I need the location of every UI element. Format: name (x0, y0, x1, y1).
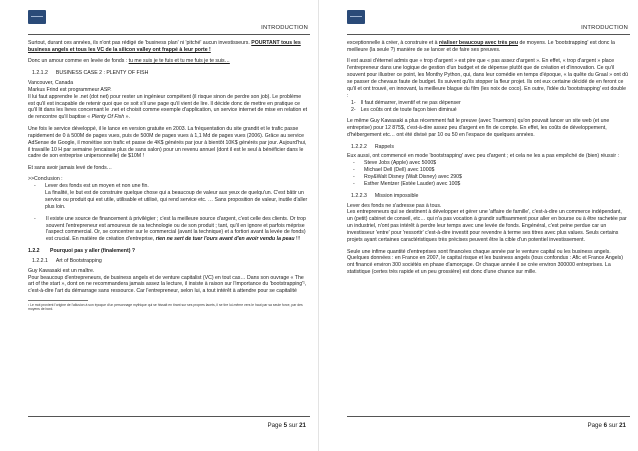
paragraph: Les entrepreneurs qui se destinent à développer et gérer une 'affaire de famille', c'est-à-dire un commerce indépendant, un (petit) cabinet de conseil, etc… qui n'a pas vocation à grandir suffisamment pour aller en bourse ou à être rachetée par un industriel, n'ont pas intérêt à perdre leur temps avec une levée de fonds. Engénéral, c'est peine perdue car un investisseur 'entre' pour 'ressortir' c'est-à-dire investit pour revendre à terme ses titres avec plus values. Seuls certains projets ayant certaines caractéristiques très précises peuvent être la cible d'un potentiel investissement. (347, 209, 627, 244)
footnote: ¹ Le mot provient l'origine de l'allusion à son époque d'un personnage mythique qui se hissait en tirant sur ses propres lacets, il se tire lui-même vers le haut par sa seule force, par des moyens de bord. (28, 302, 303, 312)
paragraph: Il lui faut apprendre le .net (dot net) pour rester un ingénieur compétent (il risque sinon de perdre son job). Le problème est qu'il est incapable de retenir quoi que ce soit s'il une page qu'il vient de lire. Il décide donc de mettre en pratique ce qu'il lit dans les livres concernant le .net et choisit comme exemple d'application, un service internet de mise en relation et de rencontre qu'il baptise « Plenty Of Fish ». (28, 93, 308, 121)
hyperlink[interactable]: tu me suis je te fuis et tu me fuis je te suis… (128, 58, 230, 65)
list-item: - Esther Mentzer (Estée Lauder) avec 100$ (353, 181, 461, 188)
logo-icon (28, 10, 46, 24)
section-heading: 1.2.2.1 Art of Bootstrapping (32, 257, 102, 264)
paragraph: Et sans avoir jamais levé de fonds… (28, 164, 112, 171)
list-item: - Michael Dell (Dell) avec 1000$ (353, 167, 435, 174)
header-rule (28, 34, 310, 35)
page-number: 5 (283, 422, 288, 429)
section-heading: 1.2.2.2 Rappels (351, 143, 394, 150)
footer-rule (28, 416, 310, 417)
page-footer: Page 6 sur 21 (587, 422, 626, 429)
numbered-list (347, 100, 628, 114)
page-footer: Page 5 sur 21 (267, 422, 306, 429)
page-number: 6 (603, 422, 608, 429)
footnote-divider (28, 300, 88, 301)
line: Lever des fonds ne s'adresse pas à tous. (347, 202, 442, 209)
paragraph: Le même Guy Kawasaki a plus récemment fait le preuve (avec Truemors) qu'on pouvait lancer un site web (et une entreprise) pour 12 875$, c'est-à-dire assez peu d'argent en fin de compte. En effet, les coûts de développement, d'hébergement etc… ont été divisé par 10 ou 50 en l'espace de quelques années. (347, 118, 610, 139)
page-total: 21 (299, 422, 306, 429)
page-body (28, 40, 308, 311)
header-title: INTRODUCTION (261, 25, 308, 31)
paragraph: Une fois le service développé, il le lance en version gratuite en 2003. La fréquentation du site grandit et le trafic passe rapidement de 0 à 500M de pages vues, puis de 500M de pages vues à 1,1 Md de pages vues (2006). Grâce au service AdSense de Google, il monétise son trafic et passe de 4K$ générés par jour à bientôt 10K$ générés par jour. Aujourd'hui, il travaille 10 H par semaine (encaisse plus de sans salon) pour un revenu annuel (dont il est le seul à bénéficier dans le cadre de son entreprise unipersonnelle) de $10M ! (28, 125, 307, 160)
paragraph: Pour beaucoup d'entrepreneurs, de business angels et de venture capitalist (VC) en tout cas… Dans son ouvrage « The art of the start », dont on ne recommandera jamais assez la lecture, il insiste à raison sur l'importance du 'bootstrapping'¹, c'est-à-dire l'art du démarrage sans ressource. Car l'entrepreneur, selon lui, a tout intérêt à attendre pour se capitalité (28, 274, 307, 295)
page-body (347, 40, 628, 281)
list-item: - Lever des fonds est un moyen et non une fin. (34, 183, 149, 190)
footer-rule (347, 416, 630, 417)
line: Vancouver, Canada (28, 79, 74, 86)
conclusion-label: >>Conclusion : (28, 176, 63, 183)
paragraph: Eux aussi, ont commencé en mode 'bootstrapping' avec peu d'argent ; et cela ne les a pas empêché de (bien) réussir : (347, 153, 620, 160)
paragraph: Donc un amour comme en levée de fonds : tu me suis je te fuis et tu me fuis je te suis… (28, 58, 230, 65)
list-item: - Steve Jobs (Apple) avec 5000$ (353, 160, 437, 167)
list-item: La finalité, le but est de construire quelque chose qui a beaucoup de valeur aux yeux de quelqu'un. C'est bâtir un service ou produit qui est utile, utilisable et utilisé, qui rend service etc. … Sans proposition de valeur, inutile d'aller plus loin. (45, 190, 308, 211)
bullet-list (28, 216, 308, 244)
line: Markus Frind est programmeur ASP. (28, 86, 112, 93)
section-heading: 1.2.2.3 Mission impossible (351, 192, 419, 199)
founders-list (347, 160, 628, 188)
line: Guy Kawasaki est un maître. (28, 267, 95, 274)
logo-icon (347, 10, 365, 24)
page-total: 21 (619, 422, 626, 429)
paragraph: Surtout, durant ces années, ils n'ont pas rédigé de 'business plan' ni 'pitché' aucun investisseurs. POURTANT tous les business angels et tous les VC de la silicon valley ont frappé à leur porte ! (28, 40, 301, 53)
header-rule (347, 34, 630, 35)
list-item: 1- Il faut démarrer, inventif et ne pas dépenser (351, 99, 461, 106)
paragraph: Il est aussi d'éternel admis que « trop d'argent » est pire que « pas assez d'argent ». En effet, « trop d'argent » place l'entrepreneur dans une logique de gestion d'un budget et de dépense plutôt que de création et d'innovation. Ce qu'il souvent pour illustrer ce point, les Monthy Python, qui, dans leur comédie en temps d'époque, « la quête du Graal » ont dû se passer de chevaux faute de budget. Ils suivent qu'ils stopper la fleur projet. Ils ont eux certaine décidé de en feront ce qu'il et ont trouvé, en innovant, la meilleure blague du film (les noix de coco). En outre, l'idée du 'bootstrapping' est double : (347, 58, 628, 99)
list-item: - Roy&Walt Disney (Walt Disney) avec 290$ (353, 174, 462, 181)
paragraph: exceptionnelle à créer, à construire et à réaliser beaucoup avec très peu de moyens. Le 'bootstrapping' est donc la meilleure (la seule ?) manière de se lancer et de faire ses preuves. (347, 40, 615, 53)
section-heading: 1.2.1.2 BUSINESS CASE 2 : PLENTY OF FISH (32, 69, 149, 76)
conclusion-list (28, 183, 308, 211)
paragraph: Seule une infime quantité d'entreprises sont financées chaque année par le venture capital ou les business angels. Quelques données : en France en 2007, le capital risque et les business angels (tous confondus : Afic et France Angels) ont financé environ 300 sociétés en phase d'amorçage. Or chaque année il se crée environ 300000 entreprises. La statistique (certes très rapide et un peu grossière) est donc d'une chance sur mille. (347, 248, 623, 276)
header-title: INTRODUCTION (581, 25, 628, 31)
list-item: - Il existe une source de financement à privilégier ; c'est la meilleure source d'argent, c'est celle des clients. Or trop souvent l'entrepreneur est amoureux de sa technologie ou de son produit ; tant, qu'il en ignore et parfois méprise l'aspect commercial. Or, se concentrer sur le commercial (avant la technique) et a fortiori avant la levée de fonds) est crucial. En matière de création d'entreprise, rien ne sert de tuer l'ours avant d'en avoir vendu la peau !!! (34, 215, 306, 243)
bold-statement: POURTANT tous les business angels et tous les VC de la silicon valley ont frappé à leur porte ! (28, 40, 301, 53)
page-6 (319, 0, 638, 451)
section-heading: 1.2.2 Pourquoi pas y aller (finalement) ? (28, 247, 136, 254)
list-item: 2- Les coûts ont de toute façon bien diminué (351, 106, 457, 113)
